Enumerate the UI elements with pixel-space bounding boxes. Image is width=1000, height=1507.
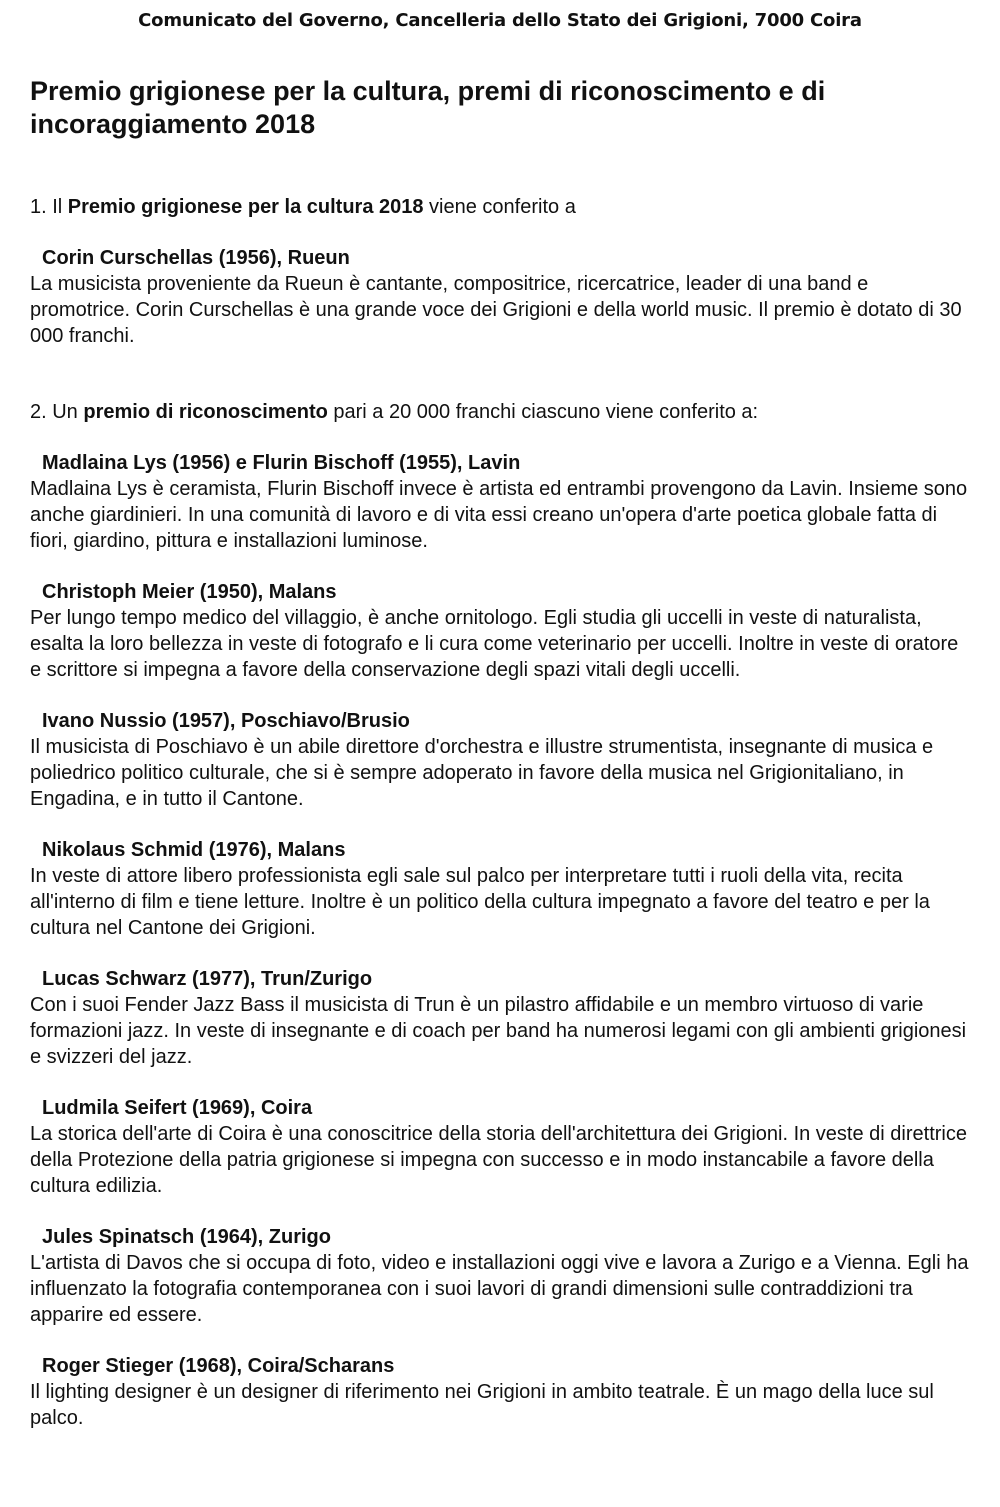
award-entry xyxy=(30,450,970,554)
award-entry xyxy=(30,837,970,941)
laureate-name: Corin Curschellas (1956), Rueun xyxy=(42,247,350,269)
laureate-description: La musicista proveniente da Rueun è cantante, compositrice, ricercatrice, leader di una band e promotrice. Corin Curschellas è una grande voce dei Grigioni e della world music. Il premio è dotato di 30 000 franchi. xyxy=(30,273,962,347)
laureate-description: In veste di attore libero professionista egli sale sul palco per interpretare tutti i ruoli della vita, recita all'interno di film e tiene letture. Inoltre è un politico della cultura impegnato a favore del teatro e per la cultura nel Cantone dei Grigioni. xyxy=(30,865,930,939)
laureate-description: Con i suoi Fender Jazz Bass il musicista di Trun è un pilastro affidabile e un membro virtuoso di varie formazioni jazz. In veste di insegnante e di coach per band ha numerosi legami con gli ambienti grigionesi e svizzeri del jazz. xyxy=(30,994,967,1068)
laureate-name: Ivano Nussio (1957), Poschiavo/Brusio xyxy=(42,710,410,732)
press-release-header: Comunicato del Governo, Cancelleria dello Stato dei Grigioni, 7000 Coira xyxy=(138,10,862,31)
laureate-name: Ludmila Seifert (1969), Coira xyxy=(42,1097,313,1119)
laureate-name: Nikolaus Schmid (1976), Malans xyxy=(42,839,346,861)
section-2-heading: 2. Un premio di riconoscimento pari a 20 000 franchi ciascuno viene conferito a: xyxy=(30,401,759,423)
laureate-description: Il musicista di Poschiavo è un abile direttore d'orchestra e illustre strumentista, insegnante di musica e poliedrico politico culturale, che si è sempre adoperato in favore della musica nel Grigionitaliano, in Engadina, e in tutto il Cantone. xyxy=(30,736,934,810)
section-1-bold: Premio grigionese per la cultura 2018 xyxy=(67,196,424,218)
award-entry xyxy=(30,1095,970,1199)
award-entry xyxy=(30,708,970,812)
section-2-bold: premio di riconoscimento xyxy=(83,401,328,423)
award-entry xyxy=(30,1224,970,1328)
section-1-heading: 1. Il Premio grigionese per la cultura 2018 viene conferito a xyxy=(30,196,576,218)
laureate-name: Lucas Schwarz (1977), Trun/Zurigo xyxy=(42,968,373,990)
laureate-description: Madlaina Lys è ceramista, Flurin Bischoff invece è artista ed entrambi provengono da Lavin. Insieme sono anche giardinieri. In una comunità di lavoro e di vita essi creano un'opera d'arte poetica globale fatta di fiori, giardino, pittura e installazioni luminose. xyxy=(30,478,968,552)
laureate-description: L'artista di Davos che si occupa di foto, video e installazioni oggi vive e lavora a Zurigo e a Vienna. Egli ha influenzato la fotografia contemporanea con i suoi lavori di grandi dimensioni sulle contraddizioni tra apparire ed essere. xyxy=(30,1252,969,1326)
laureate-description: La storica dell'arte di Coira è una conoscitrice della storia dell'architettura dei Grigioni. In veste di direttrice della Protezione della patria grigionese si impegna con successo e in modo instancabile a favore della cultura edilizia. xyxy=(30,1123,967,1197)
laureate-description: Per lungo tempo medico del villaggio, è anche ornitologo. Egli studia gli uccelli in veste di naturalista, esalta la loro bellezza in veste di fotografo e li cura come veterinario per uccelli. Inoltre in veste di oratore e scrittore si impegna a favore della conservazione degli spazi vitali degli uccelli. xyxy=(30,607,959,681)
document-title: Premio grigionese per la cultura, premi di riconoscimento e di incoraggiamento 2018 xyxy=(30,76,826,139)
award-entry xyxy=(30,579,970,683)
award-entry xyxy=(30,966,970,1070)
laureate-description: Il lighting designer è un designer di riferimento nei Grigioni in ambito teatrale. È un mago della luce sul palco. xyxy=(30,1381,934,1429)
laureate-name: Madlaina Lys (1956) e Flurin Bischoff (1955), Lavin xyxy=(42,452,521,474)
award-entry xyxy=(30,245,970,349)
laureate-name: Roger Stieger (1968), Coira/Scharans xyxy=(42,1355,395,1377)
award-entry xyxy=(30,1353,970,1431)
laureate-name: Christoph Meier (1950), Malans xyxy=(42,581,337,603)
laureate-name: Jules Spinatsch (1964), Zurigo xyxy=(42,1226,331,1248)
